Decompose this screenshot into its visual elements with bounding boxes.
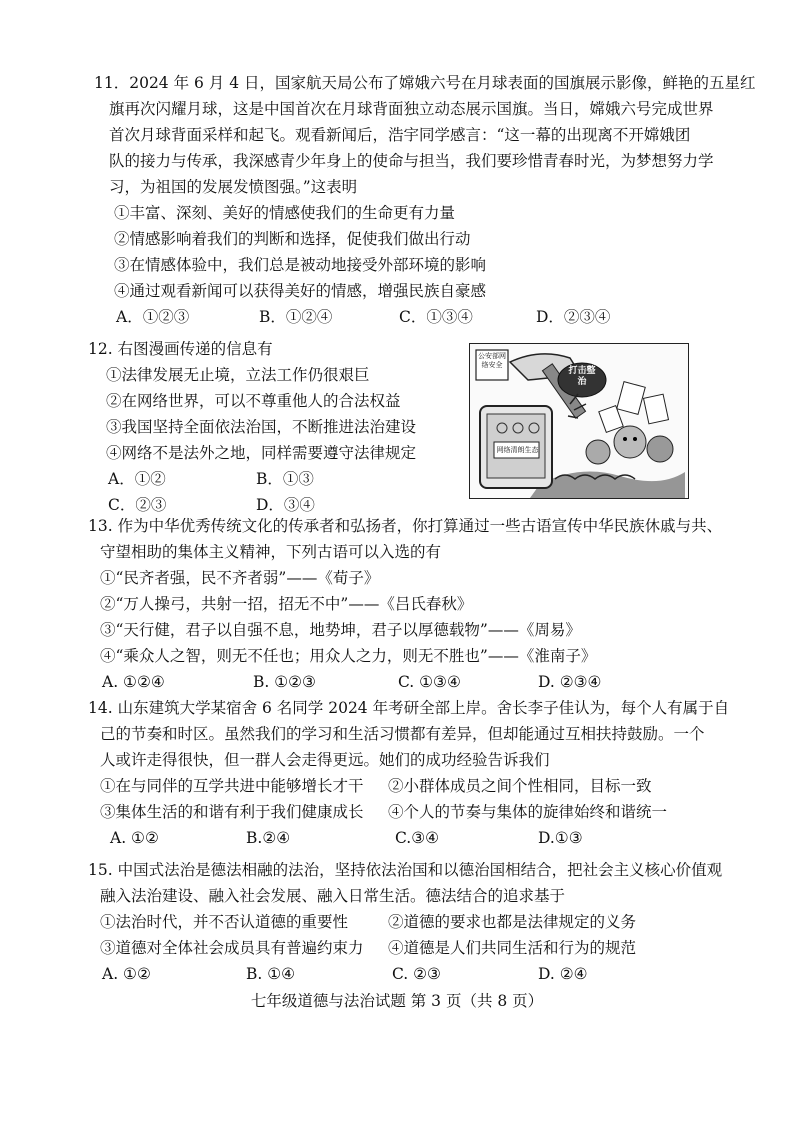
question-stem-line: 14. 山东建筑大学某宿舍 6 名同学 2024 年考研全部上岸。舍长李子佳认为，每个人有属于自: [88, 699, 730, 717]
figure-head: [586, 440, 610, 464]
cartoon-illustration: [469, 343, 689, 499]
option-b: B．①②④: [259, 308, 333, 326]
option-c: C. ①③④: [398, 673, 461, 691]
statement-item: ②小群体成员之间个性相同，目标一致: [388, 777, 652, 795]
cartoon-screen-text: 网络清朗生态: [496, 446, 539, 454]
statement-item: ④个人的节奏与集体的旋律始终和谐统一: [388, 803, 668, 821]
option-d: D．②③④: [536, 308, 611, 326]
statement-item: ④道德是人们共同生活和行为的规范: [388, 939, 637, 957]
figure-head: [614, 426, 646, 458]
paper-shape: [617, 382, 645, 415]
statement-item: ②道德的要求也都是法律规定的义务: [388, 913, 637, 931]
question-stem-line: 守望相助的集体主义精神，下列古语可以入选的有: [100, 543, 442, 561]
statement-item: ②“万人操弓，共射一招，招无不中”——《吕氏春秋》: [100, 595, 473, 613]
question-stem-line: 习，为祖国的发展发愤图强。”这表明: [109, 178, 358, 196]
option-a: A. ①②: [102, 965, 151, 983]
statement-item: ②情感影响着我们的判断和选择，促使我们做出行动: [114, 230, 471, 248]
statement-item: ①丰富、深刻、美好的情感使我们的生命更有力量: [114, 204, 456, 222]
question-15: [88, 857, 723, 987]
answer-options: [94, 304, 714, 330]
statement-row: [88, 935, 718, 961]
page-footer: 七年级道德与法治试题 第 3 页（共 8 页）: [250, 992, 544, 1010]
option-d: D.①③: [538, 829, 583, 847]
option-b: B. ①②③: [253, 673, 316, 691]
option-d: D．③④: [256, 496, 315, 514]
option-c: C．②③: [108, 496, 167, 514]
option-d: D. ②④: [538, 965, 588, 983]
statement-item: ④“乘众人之智，则无不任也；用众人之力，则无不胜也”——《淮南子》: [100, 647, 597, 665]
statement-item: ①法律发展无止境，立法工作仍很艰巨: [106, 366, 370, 384]
option-c: C. ②③: [392, 965, 441, 983]
answer-options: [88, 825, 718, 851]
option-a: A．①②③: [116, 308, 190, 326]
question-stem-line: 12. 右图漫画传递的信息有: [88, 340, 273, 358]
question-stem-line: 融入法治建设、融入社会发展、融入日常生活。德法结合的追求基于: [100, 887, 566, 905]
question-stem-line: 15. 中国式法治是德法相融的法治，坚持依法治国和以德治国相结合，把社会主义核心价值观: [88, 861, 723, 879]
question-stem-line: 队的接力与传承，我深感青少年身上的使命与担当，我们要珍惜青春时光，为梦想努力学: [109, 152, 714, 170]
statement-item: ③我国坚持全面依法治国，不断推进法治建设: [106, 418, 417, 436]
option-d: D. ②③④: [538, 673, 602, 691]
question-stem-line: 11．2024 年 6 月 4 日，国家航天局公布了嫦娥六号在月球表面的国旗展示影像，鲜艳的五星红: [94, 74, 756, 92]
question-stem-line: 旗再次闪耀月球，这是中国首次在月球背面独立动态展示国旗。当日，嫦娥六号完成世界: [109, 100, 714, 118]
option-c: C.③④: [395, 829, 440, 847]
statement-row: [88, 909, 718, 935]
statement-item: ④通过观看新闻可以获得美好的情感，增强民族自豪感: [114, 282, 487, 300]
statement-item: ②在网络世界，可以不尊重他人的合法权益: [106, 392, 401, 410]
statement-item: ③集体生活的和谐有利于我们健康成长: [100, 803, 364, 821]
statement-row: [88, 799, 718, 825]
cartoon-hammer-text: 打击整治: [568, 366, 596, 387]
figure-head: [647, 436, 673, 462]
statement-item: ④网络不是法外之地，同样需要遵守法律规定: [106, 444, 417, 462]
statement-item: ①法治时代，并不否认道德的重要性: [100, 913, 349, 931]
option-b: B．①③: [256, 470, 314, 488]
paper-shape: [644, 394, 669, 424]
option-c: C．①③④: [399, 308, 473, 326]
answer-options: [88, 466, 458, 492]
question-stem-line: 己的节奏和时区。虽然我们的学习和生活习惯都有差异，但却能通过互相扶持鼓励。一个: [100, 725, 705, 743]
answer-options: [88, 961, 718, 987]
cartoon-tag-text: 公安部网络安全: [478, 352, 506, 369]
statement-item: ③在情感体验中，我们总是被动地接受外部环境的影响: [114, 256, 487, 274]
question-stem-line: 13. 作为中华优秀传统文化的传承者和弘扬者，你打算通过一些古语宣传中华民族休戚与共、: [88, 517, 723, 535]
figure-eye: [633, 437, 637, 441]
statement-item: ①“民齐者强，民不齐者弱”——《荀子》: [100, 569, 380, 587]
question-13: [88, 513, 723, 695]
option-b: B.②④: [246, 829, 291, 847]
statement-item: ③道德对全体社会成员具有普遍约束力: [100, 939, 364, 957]
option-a: A．①②: [108, 470, 166, 488]
question-14: [88, 695, 730, 851]
answer-options: [88, 669, 718, 695]
question-12: [88, 336, 458, 518]
figure-eye: [623, 437, 627, 441]
option-b: B. ①④: [246, 965, 296, 983]
question-stem-line: 人或许走得很快，但一群人会走得更远。她们的成功经验告诉我们: [100, 751, 550, 769]
question-11: [94, 70, 756, 330]
question-stem-line: 首次月球背面采样和起飞。观看新闻后，浩宇同学感言：“这一幕的出现离不开嫦娥团: [109, 126, 691, 144]
statement-item: ①在与同伴的互学共进中能够增长才干: [100, 777, 364, 795]
statement-item: ③“天行健，君子以自强不息，地势坤，君子以厚德载物”——《周易》: [100, 621, 581, 639]
option-a: A. ①②④: [102, 673, 165, 691]
statement-row: [88, 773, 718, 799]
option-a: A. ①②: [110, 829, 159, 847]
